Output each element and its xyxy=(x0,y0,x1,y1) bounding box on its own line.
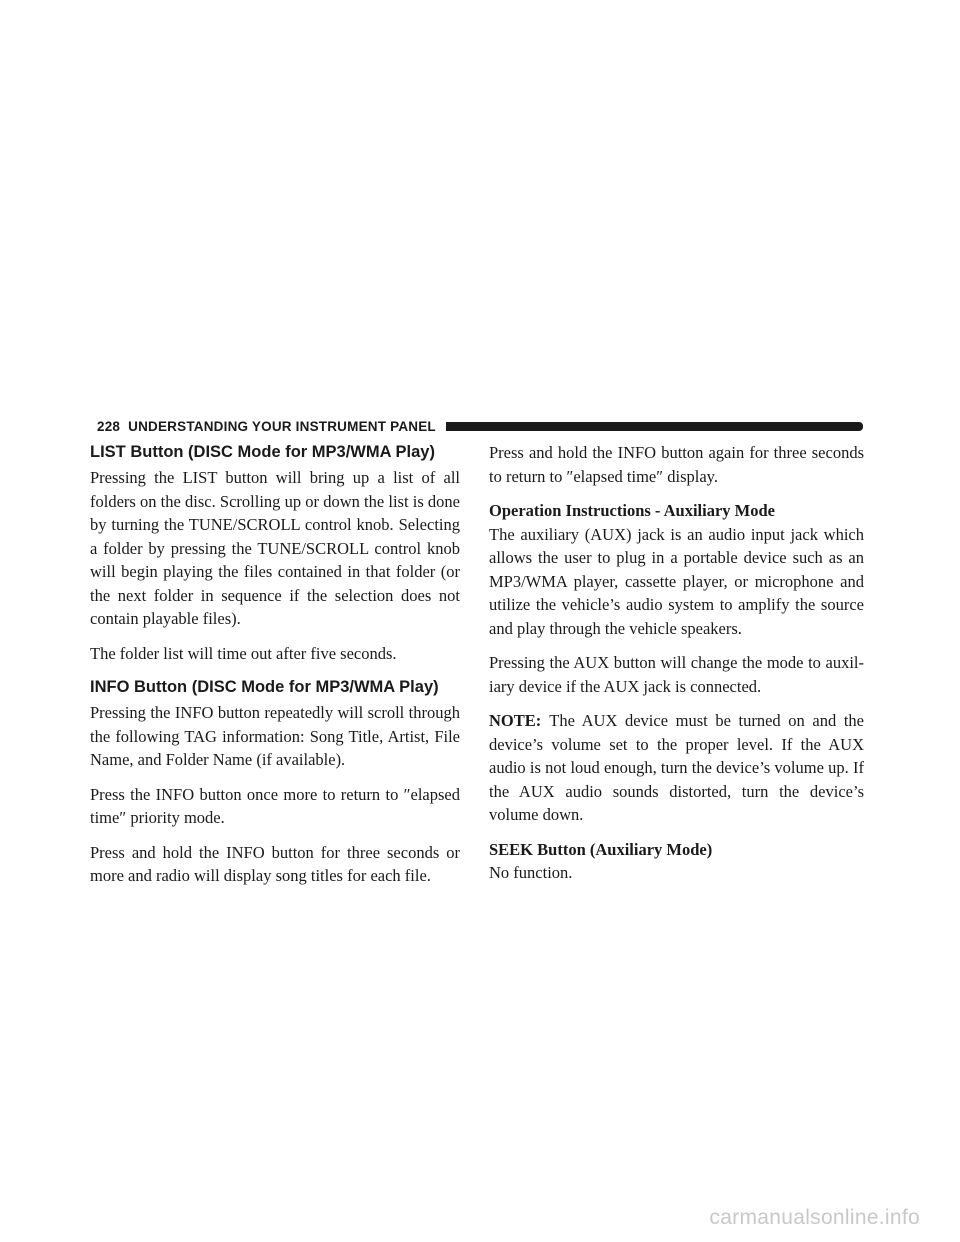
folder-timeout-paragraph: The folder list will time out after five seconds. xyxy=(90,643,397,663)
list-button-heading: LIST Button (DISC Mode for MP3/WMA Play) xyxy=(90,443,435,461)
aux-mode-heading: Operation Instructions - Auxiliary Mode xyxy=(489,501,776,520)
section-title: UNDERSTANDING YOUR INSTRUMENT PANEL xyxy=(128,418,436,434)
page-header xyxy=(97,416,863,436)
info-elapsed-paragraph: Press the INFO button once more to return to ″elapsed time″ priority mode. xyxy=(90,784,460,827)
seek-button-heading: SEEK Button (Auxiliary Mode) xyxy=(489,839,713,859)
info-tag-paragraph: Pressing the INFO button repeatedly will scroll through the following TAG information: Song Title, Artist, File Name, and Folder Name (if available). xyxy=(90,703,460,769)
info-hold-again-paragraph: Press and hold the INFO button again for three seconds to return to ″elapsed time″ display. xyxy=(489,443,864,486)
page-number: 228 xyxy=(97,418,121,434)
aux-jack-paragraph: The auxiliary (AUX) jack is an audio input jack which allows the user to plug in a portable device such as an MP3/WMA player, cassette player, or microphone and utilize the vehicle’s audio system to amplify the source and play through the vehicle speakers. xyxy=(489,524,864,638)
note-paragraph xyxy=(489,709,864,827)
seek-button-text: No function. xyxy=(489,863,573,882)
header-rule xyxy=(446,422,863,431)
list-button-paragraph: Pressing the LIST button will bring up a list of all folders on the disc. Scrolling up or down the list is done by turning the TUNE/SCROLL control knob. Selecting a folder by pressing the TUNE/SCROLL control knob will begin playing the files contained in that folder (or the next folder in sequence if the selection does not contain playable files). xyxy=(90,468,460,628)
info-button-heading: INFO Button (DISC Mode for MP3/WMA Play) xyxy=(90,678,439,696)
watermark: carmanualsonline.info xyxy=(709,1206,920,1229)
info-hold-paragraph: Press and hold the INFO button for three seconds or more and radio will display song titles for each file. xyxy=(90,842,460,885)
note-text: The AUX device must be turned on and the device’s volume set to the proper level. If the AUX audio is not loud enough, turn the device’s volume up. If the AUX audio sounds distorted, turn the device’s volume down. xyxy=(489,711,864,824)
note-label: NOTE: xyxy=(489,711,542,730)
left-column xyxy=(90,441,460,899)
right-column xyxy=(489,441,864,896)
aux-button-paragraph: Pressing the AUX button will change the mode to auxil-iary device if the AUX jack is connected. xyxy=(489,653,864,696)
